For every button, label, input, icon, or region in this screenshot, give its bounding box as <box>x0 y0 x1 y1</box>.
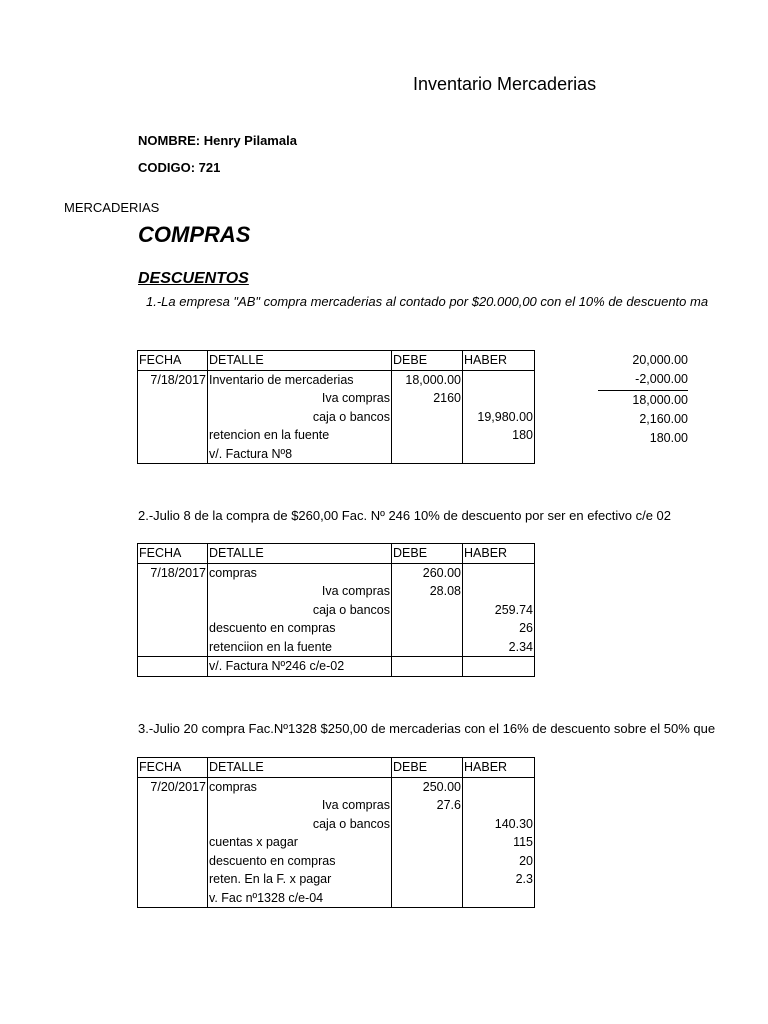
table-row <box>138 426 535 445</box>
side-calculation <box>598 351 688 448</box>
table-row <box>138 619 535 638</box>
cell-debe <box>392 815 463 834</box>
cell-fecha <box>138 426 208 445</box>
cell-detalle: descuento en compras <box>208 852 392 871</box>
cell-detalle: descuento en compras <box>208 619 392 638</box>
cell-detalle: v/. Factura Nº246 c/e-02 <box>208 657 392 677</box>
cell-detalle: Iva compras <box>208 796 392 815</box>
side-value: -2,000.00 <box>598 370 688 390</box>
cell-debe <box>392 870 463 889</box>
page-title: Inventario Mercaderias <box>413 74 597 94</box>
cell-debe <box>392 852 463 871</box>
table-row <box>138 563 535 582</box>
header-detalle: DETALLE <box>208 544 392 564</box>
compras-heading: COMPRAS <box>138 222 251 247</box>
cell-fecha: 7/18/2017 <box>138 563 208 582</box>
cell-fecha: 7/20/2017 <box>138 777 208 796</box>
table-row <box>138 408 535 427</box>
cell-detalle: Iva compras <box>208 389 392 408</box>
header-haber: HABER <box>463 544 535 564</box>
cell-debe <box>392 408 463 427</box>
side-value: 180.00 <box>649 431 688 446</box>
table-row <box>138 815 535 834</box>
table-row <box>138 389 535 408</box>
table-row <box>138 852 535 871</box>
cell-detalle: Iva compras <box>208 582 392 601</box>
cell-haber: 259.74 <box>463 601 535 620</box>
student-code: CODIGO: 721 <box>138 160 221 175</box>
cell-detalle: caja o bancos <box>208 601 392 620</box>
cell-fecha: 7/18/2017 <box>138 370 208 389</box>
header-haber: HABER <box>463 351 535 371</box>
table-row <box>138 582 535 601</box>
cell-haber <box>463 582 535 601</box>
cell-debe: 260.00 <box>392 563 463 582</box>
cell-haber <box>463 777 535 796</box>
cell-fecha <box>138 870 208 889</box>
cell-haber <box>463 796 535 815</box>
side-value: 18,000.00 <box>632 392 688 407</box>
table-header-row <box>138 351 535 371</box>
cell-detalle: retencion en la fuente <box>208 426 392 445</box>
cell-haber <box>463 657 535 677</box>
cell-detalle: reten. En la F. x pagar <box>208 870 392 889</box>
cell-detalle: v. Fac nº1328 c/e-04 <box>208 889 392 908</box>
cell-debe <box>392 833 463 852</box>
student-name: NOMBRE: Henry Pilamala <box>138 133 297 148</box>
cell-debe: 2160 <box>392 389 463 408</box>
header-debe: DEBE <box>392 758 463 778</box>
header-debe: DEBE <box>392 351 463 371</box>
cell-haber <box>463 889 535 908</box>
table-row <box>138 657 535 677</box>
cell-haber: 26 <box>463 619 535 638</box>
descuentos-heading: DESCUENTOS <box>138 270 249 287</box>
table-row <box>138 601 535 620</box>
header-fecha: FECHA <box>138 758 208 778</box>
cell-debe: 18,000.00 <box>392 370 463 389</box>
cell-fecha <box>138 408 208 427</box>
cell-debe: 28.08 <box>392 582 463 601</box>
cell-detalle: caja o bancos <box>208 408 392 427</box>
cell-fecha <box>138 601 208 620</box>
cell-debe <box>392 638 463 657</box>
cell-debe <box>392 889 463 908</box>
header-detalle: DETALLE <box>208 351 392 371</box>
cell-fecha <box>138 852 208 871</box>
exercise-1-statement: 1.-La empresa "AB" compra mercaderias al contado por $20.000,00 con el 10% de descuento ma <box>146 294 709 309</box>
exercise-3-statement: 3.-Julio 20 compra Fac.Nº1328 $250,00 de mercaderias con el 16% de descuento sobre el 50% que <box>138 721 716 736</box>
table-row <box>138 638 535 657</box>
cell-fecha <box>138 796 208 815</box>
table-row <box>138 889 535 908</box>
cell-fecha <box>138 815 208 834</box>
ledger-table-3 <box>137 757 535 908</box>
cell-fecha <box>138 638 208 657</box>
table-row <box>138 870 535 889</box>
exercise-2-statement: 2.-Julio 8 de la compra de $260,00 Fac. Nº 246 10% de descuento por ser en efectivo c/e 02 <box>138 508 672 523</box>
cell-detalle: v/. Factura Nº8 <box>208 445 392 464</box>
cell-detalle: caja o bancos <box>208 815 392 834</box>
cell-debe <box>392 657 463 677</box>
cell-haber <box>463 389 535 408</box>
cell-haber: 2.34 <box>463 638 535 657</box>
table-row <box>138 370 535 389</box>
cell-detalle: Inventario de mercaderias <box>208 370 392 389</box>
cell-haber: 140.30 <box>463 815 535 834</box>
cell-debe: 250.00 <box>392 777 463 796</box>
cell-detalle: cuentas x pagar <box>208 833 392 852</box>
cell-haber: 20 <box>463 852 535 871</box>
cell-debe <box>392 619 463 638</box>
cell-debe <box>392 601 463 620</box>
cell-fecha <box>138 445 208 464</box>
ledger-table-2 <box>137 543 535 677</box>
table-row <box>138 777 535 796</box>
table-header-row <box>138 544 535 564</box>
table-row <box>138 445 535 464</box>
cell-haber <box>463 563 535 582</box>
cell-haber: 115 <box>463 833 535 852</box>
cell-haber: 19,980.00 <box>463 408 535 427</box>
cell-debe <box>392 445 463 464</box>
cell-debe <box>392 426 463 445</box>
section-label: MERCADERIAS <box>64 200 160 215</box>
table-row <box>138 833 535 852</box>
cell-haber: 2.3 <box>463 870 535 889</box>
cell-detalle: retenciion en la fuente <box>208 638 392 657</box>
header-fecha: FECHA <box>138 351 208 371</box>
cell-haber: 180 <box>463 426 535 445</box>
ledger-table-1 <box>137 350 535 464</box>
cell-debe: 27.6 <box>392 796 463 815</box>
cell-fecha <box>138 389 208 408</box>
table-header-row <box>138 758 535 778</box>
table-row <box>138 796 535 815</box>
cell-detalle: compras <box>208 563 392 582</box>
side-value: 2,160.00 <box>639 411 688 426</box>
header-detalle: DETALLE <box>208 758 392 778</box>
cell-detalle: compras <box>208 777 392 796</box>
cell-fecha <box>138 833 208 852</box>
cell-haber <box>463 370 535 389</box>
cell-fecha <box>138 619 208 638</box>
cell-fecha <box>138 889 208 908</box>
header-fecha: FECHA <box>138 544 208 564</box>
header-debe: DEBE <box>392 544 463 564</box>
header-haber: HABER <box>463 758 535 778</box>
cell-fecha <box>138 582 208 601</box>
cell-fecha <box>138 657 208 677</box>
side-value: 20,000.00 <box>632 353 688 367</box>
cell-haber <box>463 445 535 464</box>
